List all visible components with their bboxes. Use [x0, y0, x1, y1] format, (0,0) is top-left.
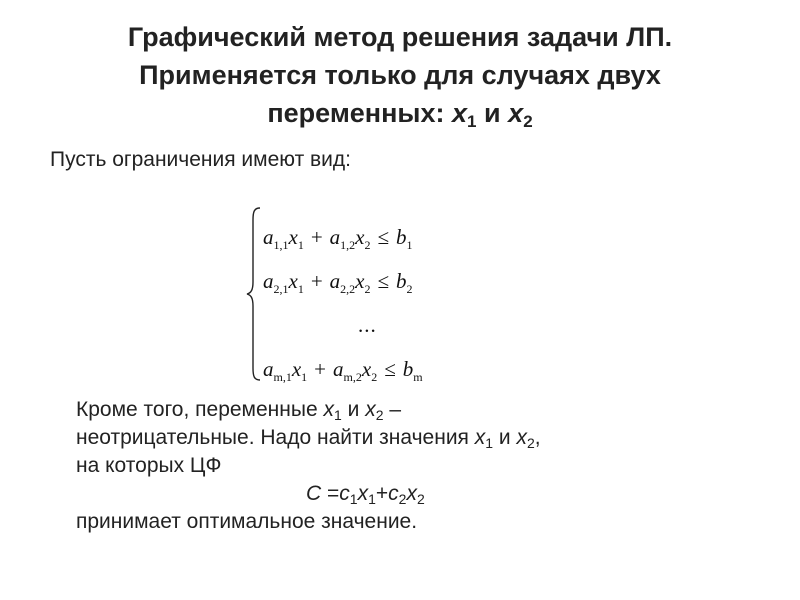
body-line-4: принимает оптимальное значение.	[76, 510, 418, 533]
constraint-1	[263, 224, 413, 250]
conj: и	[341, 398, 366, 421]
coef-c-index: 2	[398, 491, 407, 507]
le-sign: ≤	[377, 269, 390, 293]
rhs-b: b	[402, 357, 414, 381]
coef-c: c	[388, 482, 399, 505]
var-x-index: 2	[364, 282, 371, 296]
title-line-3-prefix: переменных:	[267, 98, 445, 128]
var-x: x	[516, 426, 527, 449]
coef-a-index: 1,2	[340, 238, 356, 252]
body-text	[76, 396, 696, 536]
coef-a: a	[329, 269, 341, 293]
dash: –	[383, 398, 401, 421]
title-var-x1: x	[452, 98, 468, 128]
plus-sign: +	[310, 269, 323, 293]
var-x-index: 2	[364, 238, 371, 252]
body-line-3: на которых ЦФ	[76, 454, 222, 477]
var-x-index: 1	[485, 435, 494, 451]
objective-function	[76, 480, 696, 508]
objective-c: C	[306, 482, 322, 505]
coef-c-index: 1	[349, 491, 358, 507]
constraint-ellipsis: ...	[358, 313, 377, 337]
left-brace-icon	[246, 204, 262, 384]
body-line-1	[76, 396, 696, 424]
var-x: x	[406, 482, 417, 505]
var-x-index: 1	[333, 407, 342, 423]
coef-a-index: 2,1	[273, 282, 289, 296]
coef-c: c	[339, 482, 350, 505]
coef-a: a	[263, 269, 274, 293]
var-x-index: 2	[375, 407, 384, 423]
var-x: x	[291, 357, 302, 381]
var-x-index: 2	[526, 435, 535, 451]
var-x: x	[288, 225, 298, 249]
title-var-x2: x	[508, 98, 524, 128]
var-x: x	[288, 269, 298, 293]
var-x: x	[323, 398, 334, 421]
var-x: x	[357, 482, 369, 505]
coef-a: a	[333, 357, 344, 381]
coef-a: a	[263, 357, 274, 381]
rhs-b-index: 2	[406, 282, 413, 296]
var-x-index: 2	[416, 491, 425, 507]
var-x: x	[355, 225, 365, 249]
var-x-index: 1	[297, 282, 304, 296]
constraint-2	[263, 268, 413, 294]
title-var-x1-sub: 1	[467, 112, 477, 131]
var-x: x	[474, 426, 486, 449]
var-x-index: 1	[301, 370, 308, 384]
rhs-b-index: m	[413, 370, 423, 384]
var-x: x	[365, 398, 376, 421]
coef-a-index: m,1	[273, 370, 292, 384]
rhs-b: b	[396, 269, 407, 293]
plus-sign: +	[314, 357, 327, 381]
body-line-2	[76, 424, 696, 452]
title-line-1: Графический метод решения задачи ЛП.	[127, 22, 673, 52]
title-line-3	[40, 94, 760, 132]
constraint-m	[263, 356, 423, 382]
coef-a-index: 2,2	[340, 282, 356, 296]
coef-a-index: m,2	[343, 370, 362, 384]
title-line-2: Применяется только для случаях двух	[139, 60, 661, 90]
equals-sign: =	[321, 482, 340, 505]
le-sign: ≤	[377, 225, 390, 249]
body-line-2-text: неотрицательные. Надо найти значения	[76, 426, 475, 449]
title-var-x2-sub: 2	[523, 112, 533, 131]
intro-text: Пусть ограничения имеют вид:	[50, 148, 351, 171]
var-x: x	[361, 357, 372, 381]
var-x-index: 1	[297, 238, 304, 252]
comma: ,	[534, 426, 541, 449]
rhs-b: b	[396, 225, 407, 249]
coef-a: a	[329, 225, 341, 249]
title-conj: и	[484, 98, 501, 128]
plus-sign: +	[310, 225, 323, 249]
constraint-system	[246, 204, 506, 384]
coef-a-index: 1,1	[273, 238, 289, 252]
rhs-b-index: 1	[406, 238, 413, 252]
conj: и	[493, 426, 517, 449]
slide-title	[40, 18, 760, 132]
var-x-index: 2	[371, 370, 378, 384]
coef-a: a	[263, 225, 274, 249]
le-sign: ≤	[384, 357, 396, 381]
var-x: x	[355, 269, 365, 293]
var-x-index: 1	[368, 491, 376, 507]
body-line-1-text: Кроме того, переменные	[76, 398, 324, 421]
plus-sign: +	[375, 482, 389, 505]
